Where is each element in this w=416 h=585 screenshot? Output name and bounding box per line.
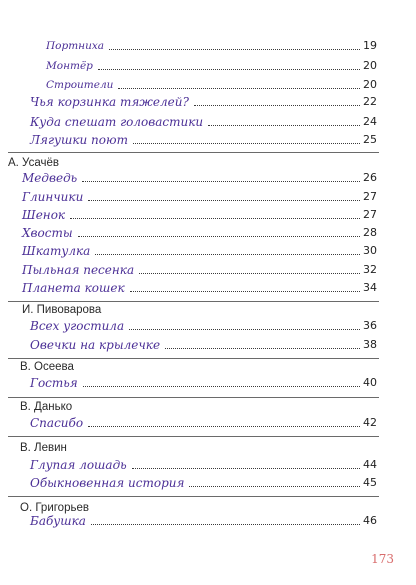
toc-entry-title: Шкатулка: [22, 244, 91, 258]
toc-entry[interactable]: [22, 169, 377, 185]
toc-entry-page: 28: [363, 226, 377, 239]
toc-entry-page: 40: [363, 376, 377, 389]
toc-entry-page: 26: [363, 171, 377, 184]
toc-entry-page: 27: [363, 190, 377, 203]
toc-entry[interactable]: [22, 188, 377, 204]
toc-entry[interactable]: [30, 512, 377, 528]
dot-leader: [139, 273, 360, 274]
toc-entry-title: Глупая лошадь: [30, 458, 127, 472]
toc-entry[interactable]: [22, 242, 377, 258]
dot-leader: [118, 88, 360, 89]
toc-entry-page: 22: [363, 95, 377, 108]
section-divider: [8, 496, 379, 497]
toc-entry-page: 20: [363, 78, 377, 91]
toc-entry-page: 45: [363, 476, 377, 489]
toc-entry[interactable]: [46, 76, 377, 92]
dot-leader: [109, 49, 360, 50]
dot-leader: [133, 143, 360, 144]
toc-entry-title: Шенок: [22, 208, 66, 222]
toc-entry[interactable]: [30, 336, 377, 352]
dot-leader: [98, 69, 360, 70]
section-divider: [8, 436, 379, 437]
toc-entry[interactable]: [30, 317, 377, 333]
toc-entry[interactable]: [22, 279, 377, 295]
dot-leader: [130, 291, 360, 292]
toc-entry[interactable]: [22, 261, 377, 277]
toc-entry-title: Планета кошек: [22, 281, 125, 295]
toc-entry[interactable]: [30, 456, 377, 472]
toc-entry[interactable]: [30, 374, 377, 390]
dot-leader: [88, 426, 360, 427]
toc-entry[interactable]: [30, 474, 377, 490]
dot-leader: [194, 105, 360, 106]
dot-leader: [165, 348, 360, 349]
dot-leader: [88, 200, 360, 201]
toc-entry-title: Портниха: [46, 40, 105, 52]
toc-entry-title: Глинчики: [22, 190, 84, 204]
toc-entry-title: Хвосты: [22, 226, 73, 240]
toc-entry-title: Всех угостила: [30, 319, 125, 333]
toc-entry-page: 24: [363, 115, 377, 128]
toc-entry-page: 25: [363, 133, 377, 146]
toc-entry[interactable]: [22, 224, 377, 240]
page-number: 173: [371, 552, 394, 566]
dot-leader: [208, 125, 360, 126]
dot-leader: [83, 386, 360, 387]
toc-entry-page: 20: [363, 59, 377, 72]
author-name: В. Осеева: [20, 361, 74, 373]
toc-entry-title: Овечки на крылечке: [30, 338, 161, 352]
dot-leader: [95, 254, 360, 255]
author-name: А. Усачёв: [8, 157, 59, 169]
toc-entry-page: 32: [363, 263, 377, 276]
section-divider: [8, 301, 379, 302]
toc-entry-title: Спасибо: [30, 416, 84, 430]
toc-entry[interactable]: [30, 414, 377, 430]
toc-entry-title: Обыкновенная история: [30, 476, 185, 490]
toc-entry-page: 38: [363, 338, 377, 351]
toc-entry-title: Куда спешат головастики: [30, 115, 204, 129]
section-divider: [8, 152, 379, 153]
toc-entry[interactable]: [30, 93, 377, 109]
dot-leader: [70, 218, 360, 219]
toc-entry-page: 30: [363, 244, 377, 257]
toc-entry[interactable]: [46, 37, 377, 53]
toc-entry-title: Пыльная песенка: [22, 263, 135, 277]
author-name: В. Данько: [20, 401, 73, 413]
author-name: О. Григорьев: [20, 502, 89, 514]
toc-entry-page: 19: [363, 39, 377, 52]
section-divider: [8, 397, 379, 398]
author-name: И. Пивоварова: [22, 304, 102, 316]
toc-entry-page: 42: [363, 416, 377, 429]
toc-entry-title: Гостья: [30, 376, 78, 390]
toc-entry-page: 34: [363, 281, 377, 294]
toc-entry[interactable]: [30, 113, 377, 129]
dot-leader: [132, 468, 360, 469]
toc-entry-title: Чья корзинка тяжелей?: [30, 95, 189, 109]
dot-leader: [91, 524, 360, 525]
toc-entry-title: Монтёр: [46, 60, 93, 72]
toc-entry-page: 27: [363, 208, 377, 221]
toc-entry-title: Бабушка: [30, 514, 86, 528]
toc-entry-title: Лягушки поют: [30, 133, 128, 147]
toc-entry-page: 46: [363, 514, 377, 527]
toc-entry-title: Медведь: [22, 171, 78, 185]
toc-entry[interactable]: [46, 57, 377, 73]
dot-leader: [78, 236, 360, 237]
toc-entry[interactable]: [22, 206, 377, 222]
section-divider: [8, 358, 379, 359]
author-name: В. Левин: [20, 442, 67, 454]
toc-entry-page: 36: [363, 319, 377, 332]
toc-entry-title: Строители: [46, 79, 114, 91]
dot-leader: [129, 329, 360, 330]
toc-entry[interactable]: [30, 131, 377, 147]
toc-entry-page: 44: [363, 458, 377, 471]
dot-leader: [189, 486, 360, 487]
dot-leader: [82, 181, 360, 182]
